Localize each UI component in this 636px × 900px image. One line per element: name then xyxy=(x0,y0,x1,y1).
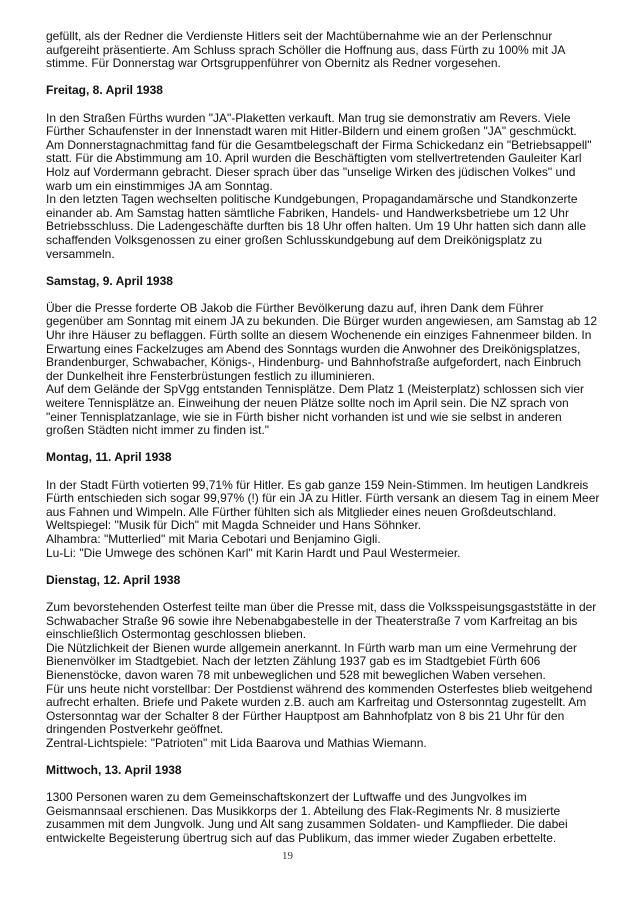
entry-date-heading: Montag, 11. April 1938 xyxy=(46,450,172,465)
text-line: Ostersonntag war der Schalter 8 der Fürther Hauptpost am Bahnhofplatz von 8 bis 21 Uhr für den xyxy=(46,708,565,723)
text-line: Brandenburger, Schwabacher, Königs-, Hindenburg- und Bahnhofstraße aufgefordert, nach Einbruch xyxy=(46,355,582,370)
diary-sections xyxy=(46,84,626,845)
diary-entry xyxy=(46,574,626,751)
text-line: Betriebsschluss. Die Ladengeschäfte durften bis 18 Uhr offen halten. Um 19 Uhr hatten sich dann alle xyxy=(46,219,587,234)
text-line: gefüllt, als der Redner die Verdienste Hitlers seit der Machtübernahme wie an der Perlenschnur xyxy=(46,29,553,43)
entry-date-heading: Mittwoch, 13. April 1938 xyxy=(46,763,182,778)
text-line: Holz auf Vordermann gebracht. Dieser sprach über das "unselige Wirken des jüdischen Volkes" und xyxy=(46,164,576,179)
text-line: In den letzten Tagen wechselten politische Kundgebungen, Propagandamärsche und Standkonzerte xyxy=(46,192,578,207)
text-line: Lu-Li: "Die Umwege des schönen Karl" mit Karin Hardt und Paul Westermeier. xyxy=(46,545,461,560)
entry-body xyxy=(46,112,626,262)
text-line: der Dunkelheit ihre Fensterbrüstungen festlich zu illuminieren. xyxy=(46,368,375,383)
text-line: In der Stadt Fürth votierten 99,71% für Hitler. Es gab ganze 159 Nein-Stimmen. Im heutigen Landkreis xyxy=(46,477,589,492)
diary-entry xyxy=(46,451,626,560)
diary-entry xyxy=(46,764,626,846)
text-line: gegenüber am Sonntag mit einem JA zu bekunden. Die Bürger wurden angewiesen, am Samstag ab 12 xyxy=(46,314,598,329)
text-line: Bienenstöcke, davon waren 78 mit unbeweglichen und 528 mit beweglichen Waben versehen. xyxy=(46,667,546,682)
text-line: weitere Tennisplätze an. Einweihung der neuen Plätze sollte noch im April sein. Die NZ sprach von xyxy=(46,396,569,411)
text-line: aus Fahnen und Wimpeln. Alle Fürther fühlten sich als Mitglieder eines neuen Großdeutschland. xyxy=(46,504,557,519)
text-line: Alhambra: "Mutterlied" mit Maria Cebotari und Benjamino Gigli. xyxy=(46,531,381,546)
text-line: Zum bevorstehenden Osterfest teilte man über die Presse mit, dass die Volksspeisungsgaststätte in der xyxy=(46,599,597,614)
entry-body xyxy=(46,601,626,751)
entry-body xyxy=(46,479,626,561)
entry-date-heading: Samstag, 9. April 1938 xyxy=(46,273,173,288)
diary-entry xyxy=(46,84,626,261)
text-line: Auf dem Gelände der SpVgg entstanden Tennisplätze. Dem Platz 1 (Meisterplatz) schlossen sich vier xyxy=(46,382,585,397)
entry-date-heading: Freitag, 8. April 1938 xyxy=(46,83,163,98)
text-line: Geismannsaal erschienen. Das Musikkorps der 1. Abteilung des Flak-Regiments Nr. 8 musizierte xyxy=(46,803,561,818)
text-line: einschließlich Ostermontag geschlossen blieben. xyxy=(46,627,307,642)
text-line: "einer Tennisplatzanlage, wie sie in Fürth bisher nicht vorhanden ist und wie sie selbst in anderen xyxy=(46,409,562,424)
text-line: aufgereiht präsentierte. Am Schluss sprach Schöller die Hoffnung aus, dass Fürth zu 100% mit JA xyxy=(46,42,566,57)
entry-body xyxy=(46,791,626,845)
text-line: In den Straßen Fürths wurden "JA"-Plaketten verkauft. Man trug sie demonstrativ am Revers. Viele xyxy=(46,110,571,125)
text-line: Zentral-Lichtspiele: "Patrioten" mit Lida Baarova und Mathias Wiemann. xyxy=(46,735,427,750)
text-line: dringenden Postverkehr geöffnet. xyxy=(46,722,224,737)
text-line: entwickelte Begeisterung übertrug sich auf das Publikum, das immer wieder Zugaben erbettelte. xyxy=(46,831,557,846)
text-line: zusammen mit dem Jungvolk. Jung und Alt sang zusammen Soldaten- und Kampflieder. Die dabei xyxy=(46,817,568,832)
diary-entry xyxy=(46,275,626,438)
text-line: stimme. Für Donnerstag war Ortsgruppenführer von Obernitz als Redner vorgesehen. xyxy=(46,56,501,71)
text-line: einander ab. Am Samstag hatten sämtliche Fabriken, Handels- und Handwerksbetriebe um 12 Uhr xyxy=(46,205,569,220)
document-page xyxy=(46,30,626,859)
text-line: Für uns heute nicht vorstellbar: Der Postdienst während des kommenden Osterfestes blieb weitgehend xyxy=(46,681,593,696)
text-line: schaffenden Volksgenossen zu einer großen Schlusskundgebung auf dem Dreikönigsplatz zu xyxy=(46,232,543,247)
text-line: warb um ein einstimmiges JA am Sonntag. xyxy=(46,178,273,193)
intro-paragraph xyxy=(46,30,626,71)
text-line: Fürther Schaufenster in der Innenstadt waren mit Hitler-Bildern und einem großen "JA" geschmückt. xyxy=(46,124,577,139)
text-line: Fürth entschieden sich sogar 99,97% (!) für ein JA zu Hitler. Fürth versank an diesem Tag in einem Meer xyxy=(46,491,600,506)
entry-date-heading: Dienstag, 12. April 1938 xyxy=(46,572,181,587)
text-line: Über die Presse forderte OB Jakob die Fürther Bevölkerung dazu auf, ihren Dank dem Führer xyxy=(46,300,544,315)
entry-body xyxy=(46,302,626,438)
text-line: statt. Für die Abstimmung am 10. April wurden die Beschäftigten vom stellvertretenden Gauleiter Karl xyxy=(46,151,582,166)
text-line: Am Donnerstagnachmittag fand für die Gesamtbelegschaft der Firma Schickedanz ein "Betriebsappell" xyxy=(46,137,592,152)
text-line: Erwartung eines Fackelzuges am Abend des Sonntags wurden die Anwohner des Dreikönigsplatzes, xyxy=(46,341,581,356)
text-line: Die Nützlichkeit der Bienen wurde allgemein anerkannt. In Fürth warb man um eine Vermehrung der xyxy=(46,640,577,655)
text-line: 1300 Personen waren zu dem Gemeinschaftskonzert der Luftwaffe und des Jungvolkes im xyxy=(46,790,527,805)
text-line: Uhr ihre Häuser zu beflaggen. Fürth sollte an diesem Wochenende ein einziges Fahnenmeer bilden. In xyxy=(46,328,592,343)
page-number: 19 xyxy=(282,850,293,862)
text-line: versammeln. xyxy=(46,246,115,261)
text-line: großen Städten nicht immer zu finden ist." xyxy=(46,423,270,438)
text-line: aufrecht erhalten. Briefe und Pakete wurden z.B. auch am Karfreitag und Ostersonntag zugestellt. Am xyxy=(46,695,587,710)
text-line: Weltspiegel: "Musik für Dich" mit Magda Schneider und Hans Söhnker. xyxy=(46,518,422,533)
text-line: Bienenvölker im Stadtgebiet. Nach der letzten Zählung 1937 gab es im Stadtgebiet Fürth 606 xyxy=(46,654,541,669)
text-line: Schwabacher Straße 96 sowie ihre Nebenabgabestelle in der Theaterstraße 7 vom Karfreitag an bis xyxy=(46,613,578,628)
